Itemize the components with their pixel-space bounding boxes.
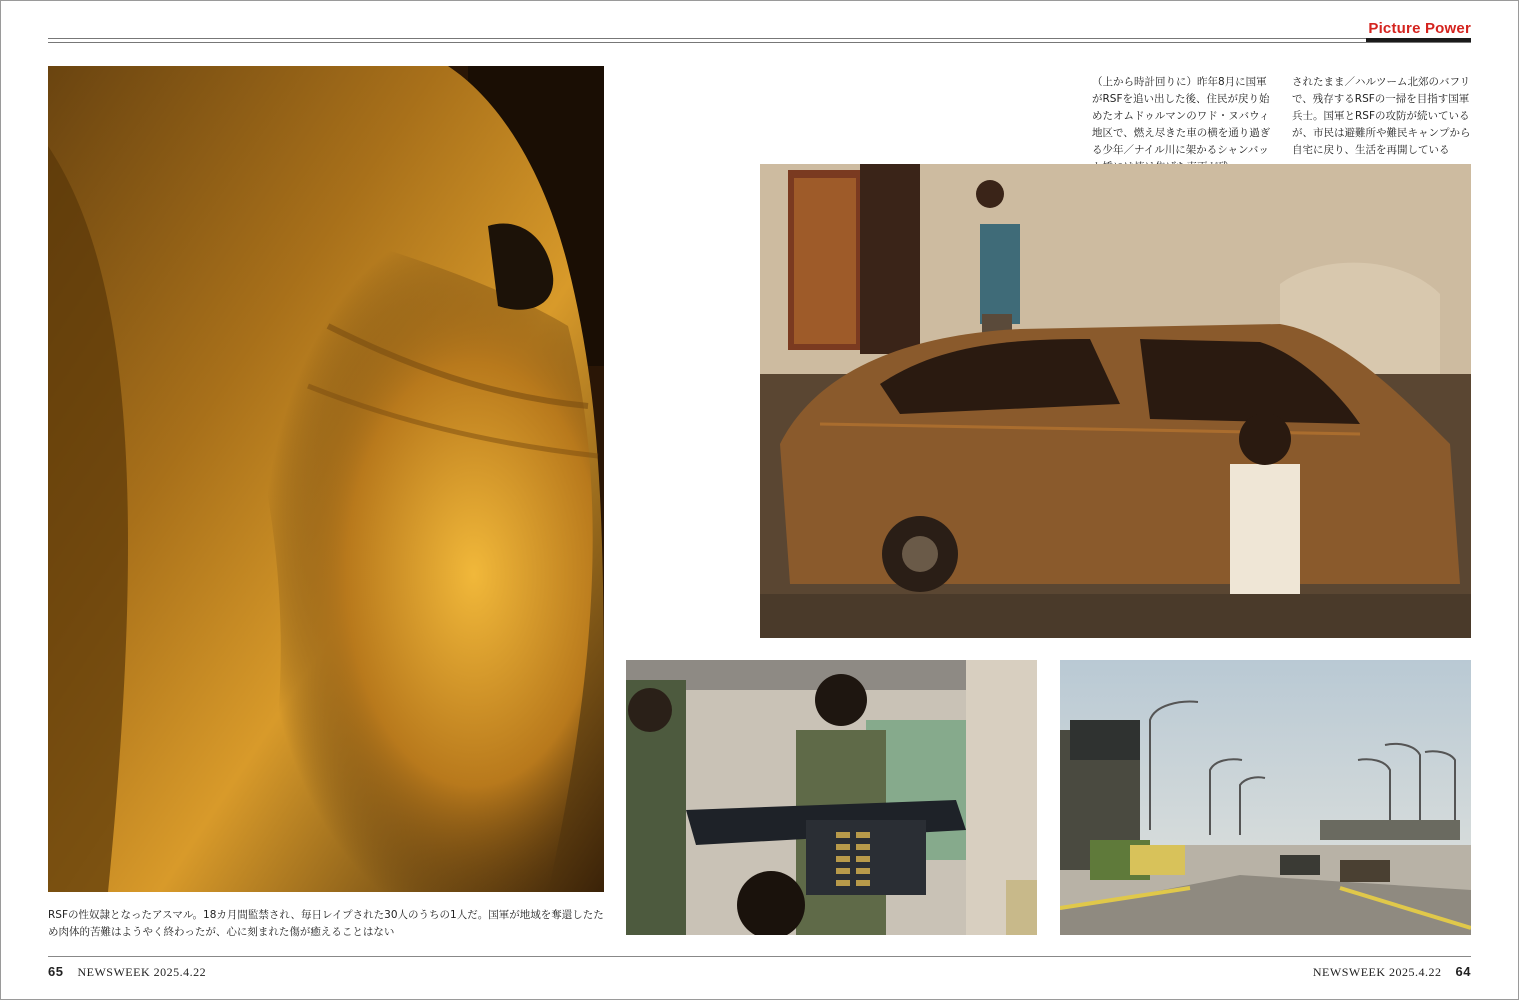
page-number-right: 64: [1455, 964, 1471, 979]
folio-right: [1313, 964, 1471, 980]
photo-bridge-street: [1060, 660, 1471, 935]
caption-top-column-1: （上から時計回りに）昨年8月に国軍がRSFを追い出した後、住民が戻り始めたオムドゥルマンのワド・ヌバウィ地区で、燃え尽きた車の横を通り過ぎる少年／ナイル川に架かるシャンバッ: [1092, 76, 1271, 156]
photo-burned-car: [760, 164, 1471, 638]
photo-soldiers-machine-gun: [626, 660, 1037, 935]
caption-top-column-2: されたまま／ハルツーム北郊のバフリで、残存するRSFの一掃を目指す国軍兵士。国軍とRSFの攻防が続いているが、市民は避難所や難民キャンプから自宅に戻り、生活を再開している: [1292, 76, 1471, 156]
footer-rule: [48, 956, 1471, 957]
page-number-left: 65: [48, 964, 64, 979]
section-underline: [1366, 38, 1471, 42]
photo-veiled-woman: [48, 66, 604, 892]
header-rule: [48, 38, 1471, 43]
folio-left: [48, 964, 206, 980]
section-title: Picture Power: [1368, 20, 1471, 37]
caption-veiled-woman: RSFの性奴隷となったアスマル。18カ月間監禁され、毎日レイプされた30人のうちの1人だ。国軍が地域を奪還したため肉体的苦難はようやく終わったが、心に刻まれた傷が癒えることはない: [48, 909, 604, 938]
magazine-issue-right: NEWSWEEK 2025.4.22: [1312, 965, 1442, 979]
magazine-issue-left: NEWSWEEK 2025.4.22: [77, 965, 207, 979]
